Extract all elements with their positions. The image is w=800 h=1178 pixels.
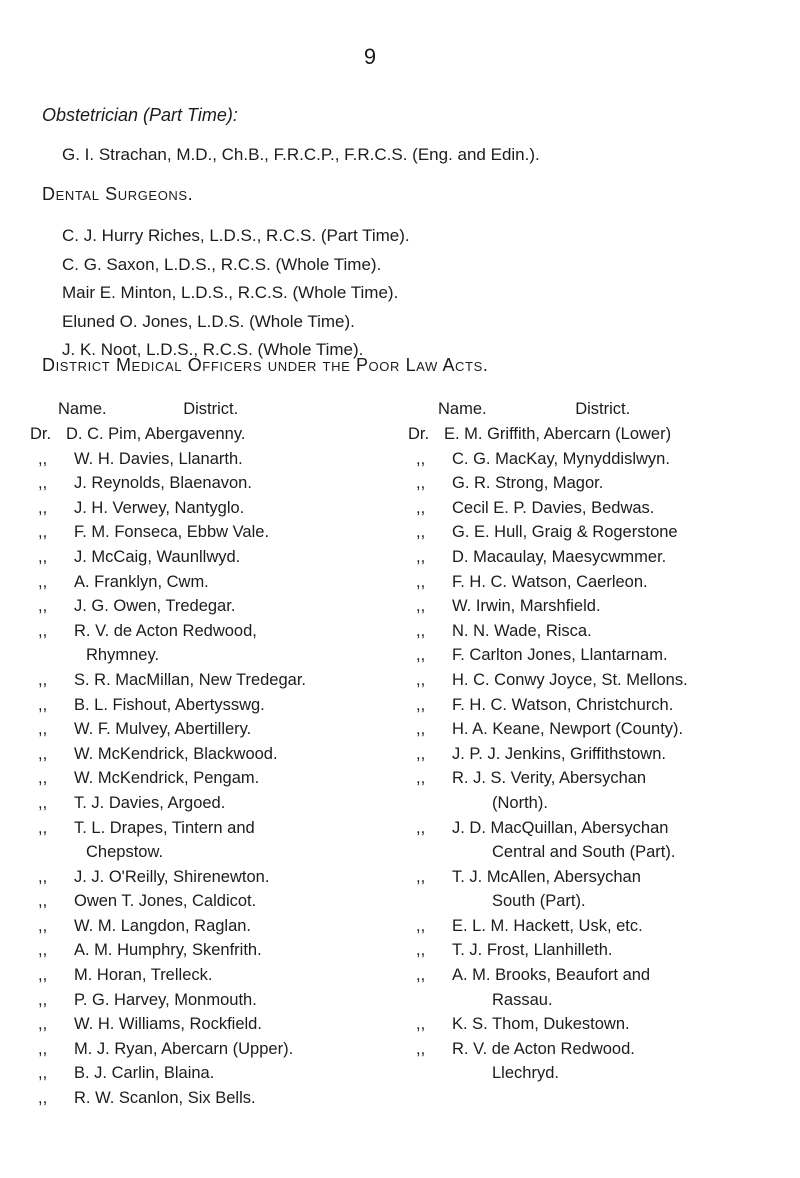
dental-surgeons-heading: Dental Surgeons. <box>42 184 194 204</box>
officer-entry <box>408 471 793 496</box>
officer-line-continued: Rhymney. <box>86 646 160 665</box>
name-column-header: Name. <box>58 400 107 418</box>
officer-line: W. Irwin, Marshfield. <box>452 597 601 616</box>
ditto-mark: ,, <box>416 695 426 714</box>
officer-entry <box>30 988 400 1013</box>
officer-line: D. Macaulay, Maesycwmmer. <box>452 547 667 566</box>
ditto-mark: ,, <box>416 523 426 542</box>
officer-name-district <box>74 668 400 693</box>
officer-entry <box>408 1037 793 1086</box>
officer-line: J. D. MacQuillan, Abersychan <box>452 818 669 837</box>
officer-entry <box>30 742 400 767</box>
officer-name-district <box>452 643 793 668</box>
officer-name-district <box>74 717 400 742</box>
officer-line: W. McKendrick, Pengam. <box>74 769 260 788</box>
officer-entry <box>30 865 400 890</box>
officer-line: H. A. Keane, Newport (County). <box>452 720 684 739</box>
ditto-mark: ,, <box>38 990 48 1009</box>
ditto-mark: ,, <box>38 867 48 886</box>
officer-name-district <box>444 422 793 447</box>
officer-line: F. Carlton Jones, Llantarnam. <box>452 646 668 665</box>
officer-name-district <box>74 742 400 767</box>
officer-line: R. V. de Acton Redwood, <box>74 621 257 640</box>
officer-line: Cecil E. P. Davies, Bedwas. <box>452 498 655 517</box>
ditto-mark: ,, <box>416 449 426 468</box>
officer-name-district <box>452 570 793 595</box>
officer-entry <box>30 422 400 447</box>
officer-line: F. M. Fonseca, Ebbw Vale. <box>74 523 270 542</box>
officer-line: H. C. Conwy Joyce, St. Mellons. <box>452 670 688 689</box>
officer-entry <box>30 594 400 619</box>
ditto-mark: ,, <box>416 547 426 566</box>
ditto-mark: ,, <box>416 670 426 689</box>
officer-name-district <box>74 1037 400 1062</box>
officer-name-district <box>74 520 400 545</box>
ditto-mark: ,, <box>38 1089 48 1108</box>
officer-line-continued: Central and South (Part). <box>492 843 676 862</box>
district-medical-officers-heading: District Medical Officers under the Poor Law Acts. <box>42 355 489 375</box>
officer-entry <box>30 717 400 742</box>
officer-line: R. V. de Acton Redwood. <box>452 1039 635 1058</box>
officer-entry <box>408 594 793 619</box>
officer-name-district <box>74 865 400 890</box>
officer-entry <box>408 766 793 815</box>
officer-name-district <box>74 619 400 668</box>
ditto-mark: ,, <box>38 1039 48 1058</box>
officer-line-continued: (North). <box>492 793 548 812</box>
officer-name-district <box>452 668 793 693</box>
ditto-mark: ,, <box>38 695 48 714</box>
officer-name-district <box>452 865 793 914</box>
officer-line: T. J. Frost, Llanhilleth. <box>452 941 613 960</box>
column-header <box>408 396 793 422</box>
officer-name-district <box>452 938 793 963</box>
officer-name-district <box>74 545 400 570</box>
officer-entry <box>30 496 400 521</box>
officer-name-district <box>74 693 400 718</box>
officer-name-district <box>74 963 400 988</box>
officer-entry <box>30 766 400 791</box>
officer-entry <box>408 619 793 644</box>
officer-entry <box>30 668 400 693</box>
dental-surgeon-entry: Mair E. Minton, L.D.S., R.C.S. (Whole Time). <box>62 283 399 302</box>
ditto-mark: ,, <box>416 597 426 616</box>
ditto-mark: ,, <box>38 449 48 468</box>
officer-name-district <box>74 570 400 595</box>
officer-name-district <box>452 619 793 644</box>
officer-line: T. J. McAllen, Abersychan <box>452 867 641 886</box>
ditto-mark: ,, <box>416 744 426 763</box>
ditto-mark: ,, <box>38 1015 48 1034</box>
officer-line: T. J. Davies, Argoed. <box>74 793 226 812</box>
officer-line: J. P. J. Jenkins, Griffithstown. <box>452 744 666 763</box>
officer-line: T. L. Drapes, Tintern and <box>74 818 255 837</box>
dental-surgeon-entry: C. J. Hurry Riches, L.D.S., R.C.S. (Part Time). <box>62 226 410 245</box>
officer-line: R. W. Scanlon, Six Bells. <box>74 1089 256 1108</box>
officer-entry <box>30 938 400 963</box>
officer-entry <box>30 619 400 668</box>
officer-entry <box>408 938 793 963</box>
officer-entry <box>408 422 793 447</box>
ditto-mark: ,, <box>38 793 48 812</box>
officer-line: J. J. O'Reilly, Shirenewton. <box>74 867 270 886</box>
ditto-mark: ,, <box>38 572 48 591</box>
officer-entry <box>30 693 400 718</box>
ditto-mark: ,, <box>38 744 48 763</box>
ditto-mark: ,, <box>416 1039 426 1058</box>
officer-name-district <box>66 422 400 447</box>
officer-entry <box>408 643 793 668</box>
officer-entry <box>408 717 793 742</box>
officer-line: W. McKendrick, Blackwood. <box>74 744 278 763</box>
officer-entry <box>30 889 400 914</box>
officer-name-district <box>74 914 400 939</box>
ditto-mark: ,, <box>416 966 426 985</box>
ditto-mark: ,, <box>38 621 48 640</box>
officer-entry <box>408 693 793 718</box>
district-column-header: District. <box>183 400 239 418</box>
officer-entry <box>408 496 793 521</box>
officer-name-district <box>452 1012 793 1037</box>
ditto-mark: ,, <box>416 572 426 591</box>
officer-entry <box>30 471 400 496</box>
officer-line: K. S. Thom, Dukestown. <box>452 1015 630 1034</box>
officer-line: Owen T. Jones, Caldicot. <box>74 892 257 911</box>
officer-name-district <box>74 594 400 619</box>
officer-line: A. M. Humphry, Skenfrith. <box>74 941 262 960</box>
ditto-mark: ,, <box>38 1064 48 1083</box>
ditto-mark: ,, <box>38 523 48 542</box>
officer-line: J. Reynolds, Blaenavon. <box>74 474 252 493</box>
ditto-mark: ,, <box>416 474 426 493</box>
officer-line: B. L. Fishout, Abertysswg. <box>74 695 265 714</box>
officer-entry <box>408 963 793 1012</box>
officer-entry <box>30 1012 400 1037</box>
officer-entry <box>30 816 400 865</box>
officer-line: W. H. Williams, Rockfield. <box>74 1015 262 1034</box>
officer-line-continued: Chepstow. <box>86 843 164 862</box>
dental-surgeon-entry: Eluned O. Jones, L.D.S. (Whole Time). <box>62 311 355 331</box>
officer-line: M. Horan, Trelleck. <box>74 966 213 985</box>
officer-entry <box>30 791 400 816</box>
officer-name-district <box>74 1061 400 1086</box>
ditto-mark: ,, <box>416 646 426 665</box>
officer-name-district <box>74 1086 400 1111</box>
officer-entry <box>30 520 400 545</box>
officer-line: W. M. Langdon, Raglan. <box>74 916 252 935</box>
officer-line: C. G. MacKay, Mynyddislwyn. <box>452 449 670 468</box>
officer-entry <box>408 545 793 570</box>
ditto-mark: ,, <box>38 769 48 788</box>
officer-name-district <box>74 791 400 816</box>
ditto-mark: ,, <box>38 498 48 517</box>
officer-line: R. J. S. Verity, Abersychan <box>452 769 647 788</box>
column-header <box>30 396 400 422</box>
officer-name-district <box>74 816 400 865</box>
officer-line: J. G. Owen, Tredegar. <box>74 597 236 616</box>
ditto-mark: ,, <box>38 720 48 739</box>
ditto-mark: ,, <box>416 916 426 935</box>
ditto-mark: ,, <box>38 547 48 566</box>
officer-name-district <box>452 914 793 939</box>
officer-name-district <box>452 471 793 496</box>
officer-name-district <box>452 520 793 545</box>
district-column-header: District. <box>575 400 631 418</box>
officer-entry <box>30 545 400 570</box>
ditto-mark: ,, <box>38 966 48 985</box>
officer-line: A. Franklyn, Cwm. <box>74 572 209 591</box>
officer-line: W. F. Mulvey, Abertillery. <box>74 720 252 739</box>
officer-entry <box>408 914 793 939</box>
obstetrician-heading: Obstetrician (Part Time): <box>42 105 238 125</box>
ditto-mark: ,, <box>38 892 48 911</box>
officer-name-district <box>452 545 793 570</box>
officer-entry <box>30 1086 400 1111</box>
dental-surgeon-entry: J. K. Noot, L.D.S., R.C.S. (Whole Time). <box>62 340 364 359</box>
officer-name-district <box>74 471 400 496</box>
officer-line: P. G. Harvey, Monmouth. <box>74 990 257 1009</box>
officer-line: N. N. Wade, Risca. <box>452 621 592 640</box>
officer-name-district <box>74 496 400 521</box>
officer-name-district <box>74 938 400 963</box>
officer-line: D. C. Pim, Abergavenny. <box>66 425 246 443</box>
officer-line: B. J. Carlin, Blaina. <box>74 1064 215 1083</box>
officer-name-district <box>74 1012 400 1037</box>
officer-entry <box>408 1012 793 1037</box>
ditto-mark: ,, <box>416 769 426 788</box>
officer-entry <box>408 816 793 865</box>
officer-line: E. M. Griffith, Abercarn (Lower) <box>444 425 672 443</box>
officer-name-district <box>452 717 793 742</box>
name-column-header: Name. <box>438 400 487 418</box>
officer-line: G. R. Strong, Magor. <box>452 474 604 493</box>
officer-entry <box>408 447 793 472</box>
officer-name-district <box>452 447 793 472</box>
officer-name-district <box>74 988 400 1013</box>
officer-name-district <box>452 963 793 1012</box>
officer-entry <box>30 447 400 472</box>
officers-column-left <box>30 396 400 1111</box>
officer-line: S. R. MacMillan, New Tredegar. <box>74 670 306 689</box>
dental-surgeons-list <box>62 222 410 365</box>
dental-surgeon-entry: C. G. Saxon, L.D.S., R.C.S. (Whole Time). <box>62 254 382 274</box>
ditto-mark: ,, <box>416 621 426 640</box>
obstetrician-entry: G. I. Strachan, M.D., Ch.B., F.R.C.P., F.R.C.S. (Eng. and Edin.). <box>62 145 540 164</box>
officer-entry <box>30 1061 400 1086</box>
officer-name-district <box>452 594 793 619</box>
officer-name-district <box>452 693 793 718</box>
officer-name-district <box>74 447 400 472</box>
officer-line: J. H. Verwey, Nantyglo. <box>74 498 245 517</box>
ditto-mark: ,, <box>38 941 48 960</box>
ditto-mark: ,, <box>38 916 48 935</box>
officer-entry <box>30 963 400 988</box>
title-prefix: Dr. <box>408 425 430 443</box>
title-prefix: Dr. <box>30 425 52 443</box>
officer-entry <box>408 520 793 545</box>
officer-line: E. L. M. Hackett, Usk, etc. <box>452 916 643 935</box>
officer-line: G. E. Hull, Graig & Rogerstone <box>452 523 678 542</box>
officer-name-district <box>74 889 400 914</box>
ditto-mark: ,, <box>416 498 426 517</box>
officer-entry <box>408 742 793 767</box>
officers-column-right <box>408 396 793 1086</box>
ditto-mark: ,, <box>38 670 48 689</box>
officer-entry <box>408 668 793 693</box>
officer-entry <box>30 570 400 595</box>
officer-entry <box>408 570 793 595</box>
ditto-mark: ,, <box>38 597 48 616</box>
officer-name-district <box>452 1037 793 1086</box>
ditto-mark: ,, <box>38 818 48 837</box>
officer-name-district <box>74 766 400 791</box>
officer-name-district <box>452 742 793 767</box>
officer-line-continued: Llechryd. <box>492 1064 559 1083</box>
officer-entry <box>30 914 400 939</box>
ditto-mark: ,, <box>416 818 426 837</box>
page-number: 9 <box>363 44 377 69</box>
officer-line: J. McCaig, Waunllwyd. <box>74 547 241 566</box>
officer-line: W. H. Davies, Llanarth. <box>74 449 243 468</box>
officer-entry <box>408 865 793 914</box>
officer-line: F. H. C. Watson, Christchurch. <box>452 695 674 714</box>
officer-line-continued: South (Part). <box>492 892 586 911</box>
officer-line-continued: Rassau. <box>492 990 553 1009</box>
officer-line: A. M. Brooks, Beaufort and <box>452 966 651 985</box>
officer-line: M. J. Ryan, Abercarn (Upper). <box>74 1039 294 1058</box>
officer-name-district <box>452 816 793 865</box>
officer-line: F. H. C. Watson, Caerleon. <box>452 572 648 591</box>
ditto-mark: ,, <box>416 720 426 739</box>
officer-name-district <box>452 766 793 815</box>
officer-name-district <box>452 496 793 521</box>
ditto-mark: ,, <box>416 1015 426 1034</box>
ditto-mark: ,, <box>416 867 426 886</box>
officer-entry <box>30 1037 400 1062</box>
ditto-mark: ,, <box>38 474 48 493</box>
ditto-mark: ,, <box>416 941 426 960</box>
